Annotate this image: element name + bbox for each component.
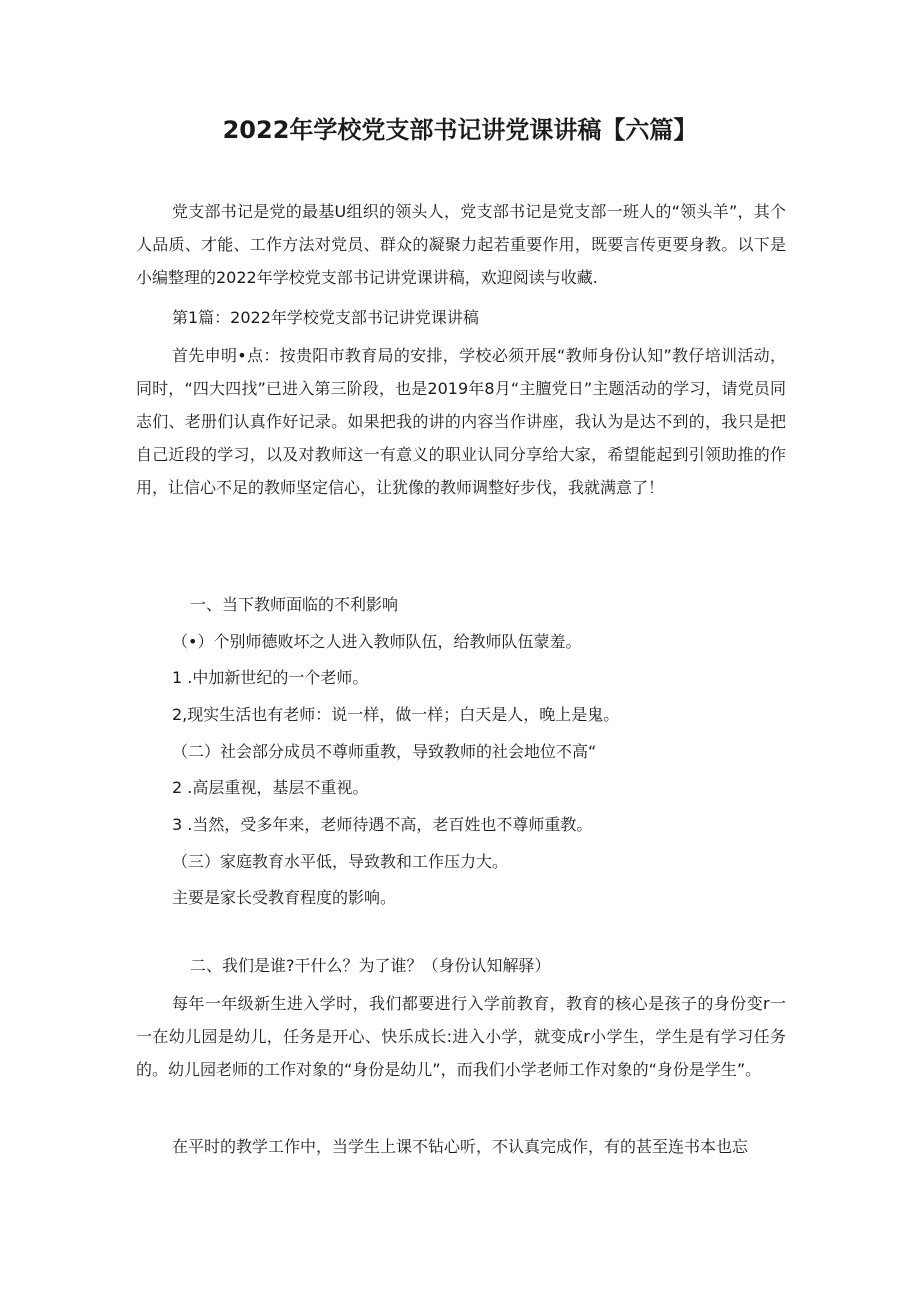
part1-list-item-2: 2,现实生活也有老师：说一样，做一样；白天是人，晚上是鬼。	[172, 705, 620, 724]
part1-list-item-3: 2 .高层重视，基层不重视。	[172, 778, 369, 797]
part2-heading: 二、我们是谁?干什么？为了谁？（身份认知解驿）	[190, 956, 551, 975]
part2-paragraph-2: 在平时的教学工作中，当学生上课不钻心听，不认真完成作，有的甚至连书本也忘	[172, 1137, 749, 1156]
part1-heading: 一、当下教师面临的不利影响	[190, 595, 399, 614]
section1-paragraph: 首先申明•点：按贵阳市教育局的安排，学校必须开展“教师身份认知”教仔培训活动，同时，“四大四找”已进入第三阶段，也是2019年8月“主膻党日”主题活动的学习，请党员同志们、老册们认真作好记录。如果把我的讲的内容当作讲座，我认为是达不到的，我只是把自己近段的学习，以及对教师这一有意义的职业认同分享给大家，希望能起到引领助推的作用，让信心不足的教师坚定信心，让犹像的教师调整好步伐，我就满意了！	[136, 346, 786, 497]
part1-list-item-1: 1 .中加新世纪的一个老师。	[172, 668, 369, 687]
section1-heading: 第1篇：2022年学校党支部书记讲党课讲稿	[172, 308, 479, 327]
part1-list-item-4: 3 .当然，受多年来，老师待遇不高，老百姓也不尊师重教。	[172, 815, 593, 834]
intro-paragraph: 党支部书记是党的最基U组织的领头人，党支部书记是党支部一班人的“领头羊”，其个人品质、才能、工作方法对党员、群众的凝聚力起若重要作用，既要言传更要身教。以下是小编整理的2022年学校党支部书记讲党课讲稿，欢迎阅读与收藏.	[136, 202, 786, 287]
part2-paragraph-1: 每年一年级新生进入学时，我们都要进行入学前教育，教育的核心是孩子的身份变r一一在幼儿园是幼儿，任务是开心、快乐成长:进入小学，就变成r小学生，学生是有学习任务的。幼儿园老师的工作对象的“身份是幼儿”，而我们小学老师工作对象的“身份是学生”。	[136, 994, 786, 1079]
part1-note: 主要是家长受教育程度的影响。	[172, 888, 397, 907]
document-title: 2022年学校党支部书记讲党课讲稿【六篇】	[222, 116, 698, 144]
part1-subheading-2: （二）社会部分成员不尊师重教，导致教师的社会地位不高“	[172, 742, 597, 761]
part1-subheading-3: （三）家庭教育水平低，导致教和工作压力大。	[172, 852, 509, 871]
part1-subheading-1: （•）个别师德败坏之人进入教师队伍，给教师队伍蒙羞。	[172, 632, 582, 651]
